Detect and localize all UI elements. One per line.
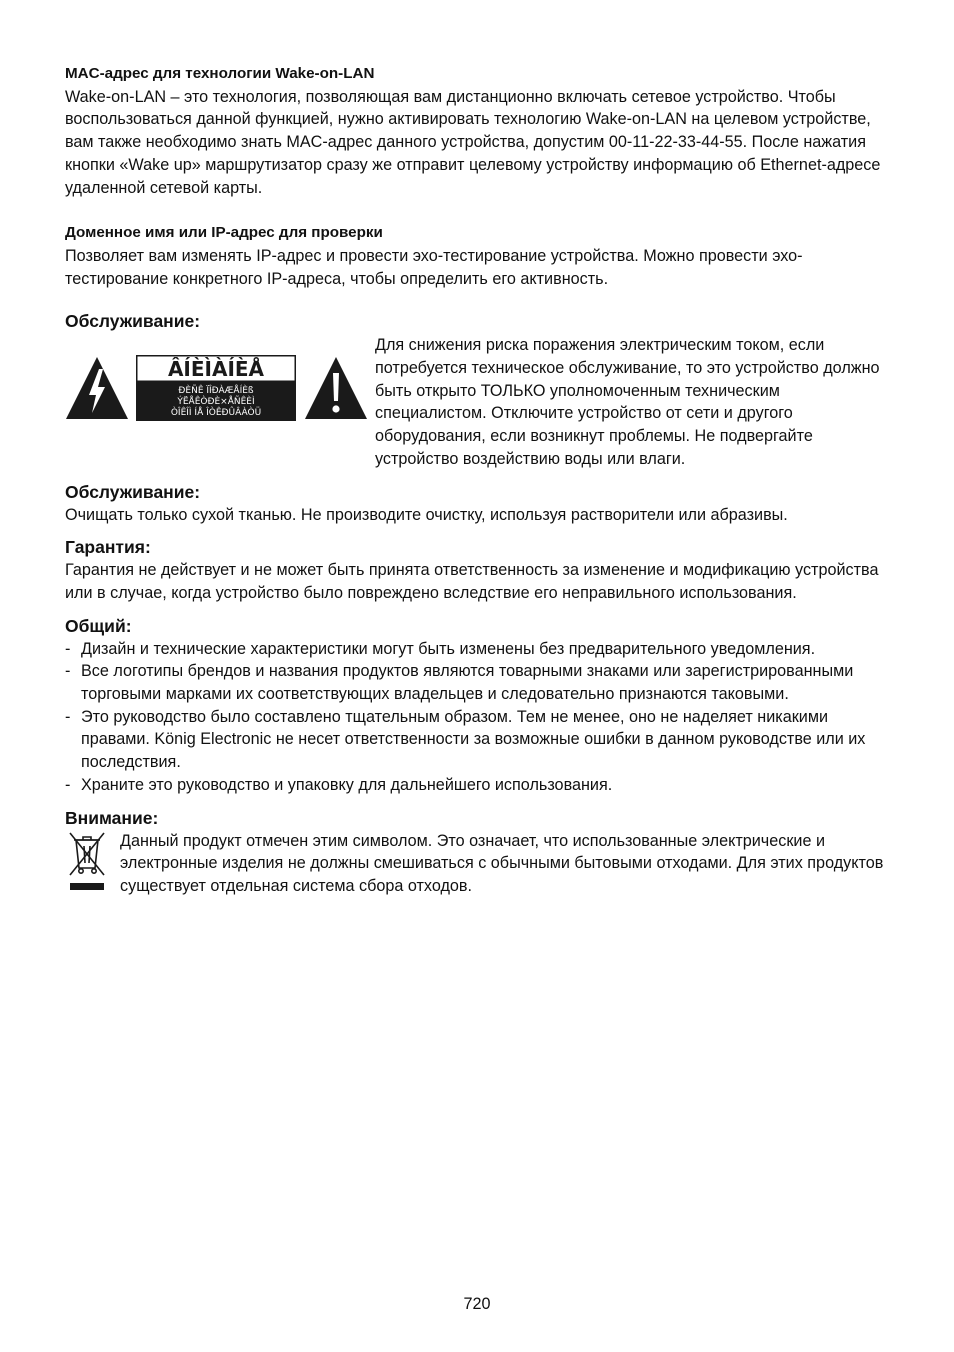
exclamation-warning-icon bbox=[304, 355, 368, 421]
attention-section bbox=[65, 830, 895, 898]
document-page bbox=[65, 63, 895, 898]
service-section bbox=[65, 334, 895, 470]
list-item: - Все логотипы брендов и названия продуктов являются товарными знаками или зарегистрированными торговыми марками их соответствующих владельцев и следовательно признаются таковыми. bbox=[65, 660, 895, 705]
safety-signs bbox=[65, 334, 375, 464]
page-number: 720 bbox=[463, 1295, 491, 1313]
attention-section-title: Внимание: bbox=[65, 807, 159, 828]
weee-symbol bbox=[65, 830, 120, 896]
attention-section-text: Данный продукт отмечен этим символом. Это означает, что использованные электрические и электронные изделия не должны смешиваться с обычными бытовыми отходами. Для этих продуктов существует отдельная система сбора отходов. bbox=[120, 831, 884, 895]
caution-label bbox=[136, 355, 296, 421]
list-item: - Это руководство было составлено тщательным образом. Тем не менее, оно не наделяет никакими правами. König Electronic не несет ответственности за возможные ошибки в данном руководстве или их последствия. bbox=[65, 706, 895, 774]
mac-section-text: Wake-on-LAN – это технология, позволяющая вам дистанционно включать сетевое устройство. Чтобы воспользоваться данной функцией, нужно активировать технологию Wake-on-LAN на целевом устройстве, вам также необходимо знать MAC-адрес данного устройства, допустим 00-11-22-33-44-55. После нажатия кнопки «Wake up» маршрутизатор сразу же отправит целевому устройству информацию об Ethernet-адресе удаленной сетевой карты. bbox=[65, 87, 881, 197]
cleaning-section-text: Очищать только сухой тканью. Не производите очистку, используя растворители или абразивы. bbox=[65, 505, 788, 524]
caution-line-1: ÐÈÑÊ ÏÎÐÀÆÅÍÈß bbox=[178, 386, 254, 397]
warranty-section-title: Гарантия: bbox=[65, 537, 151, 558]
ping-section-text: Позволяет вам изменять IP-адрес и провести эхо-тестирование устройства. Можно провести эхо-тестирование конкретного IP-адреса, чтобы определить его активность. bbox=[65, 246, 803, 288]
general-list bbox=[65, 638, 895, 797]
service-section-text: Для снижения риска поражения электрическим током, если потребуется техническое обслуживание, то это устройство должно быть открыто ТОЛЬКО уполномоченным техническим специалистом. Отключите устройство от сети и другого оборудования, если возникнут проблемы. Не подвергайте устройство воздействию воды или влаги. bbox=[375, 336, 880, 468]
list-item: - Дизайн и технические характеристики могут быть изменены без предварительного уведомления. bbox=[65, 638, 895, 661]
caution-line-3: ÒÎÊÎÌ ÍÅ ÎÒÊÐÛÂÀÒÜ bbox=[170, 408, 262, 419]
crossed-bin-icon bbox=[67, 830, 107, 892]
mac-section-title: MAC-адрес для технологии Wake-on-LAN bbox=[65, 65, 375, 82]
general-section-title: Общий: bbox=[65, 615, 132, 636]
list-item: - Храните это руководство и упаковку для дальнейшего использования. bbox=[65, 774, 895, 797]
warranty-section-text: Гарантия не действует и не может быть принята ответственность за изменение и модификацию устройства или в случае, когда устройство было повреждено вследствие его неправильного использования. bbox=[65, 561, 879, 602]
ping-section-title: Доменное имя или IP-адрес для проверки bbox=[65, 224, 383, 242]
caution-line-2: ÝËÅÊÒÐÈ×ÅÑÊÈÌ bbox=[177, 397, 255, 408]
cleaning-section-title: Обслуживание: bbox=[65, 481, 201, 502]
caution-title: ÂÍÈÌÀÍÈÅ bbox=[167, 357, 265, 382]
lightning-warning-icon bbox=[65, 355, 129, 421]
service-section-title: Обслуживание: bbox=[65, 311, 201, 332]
